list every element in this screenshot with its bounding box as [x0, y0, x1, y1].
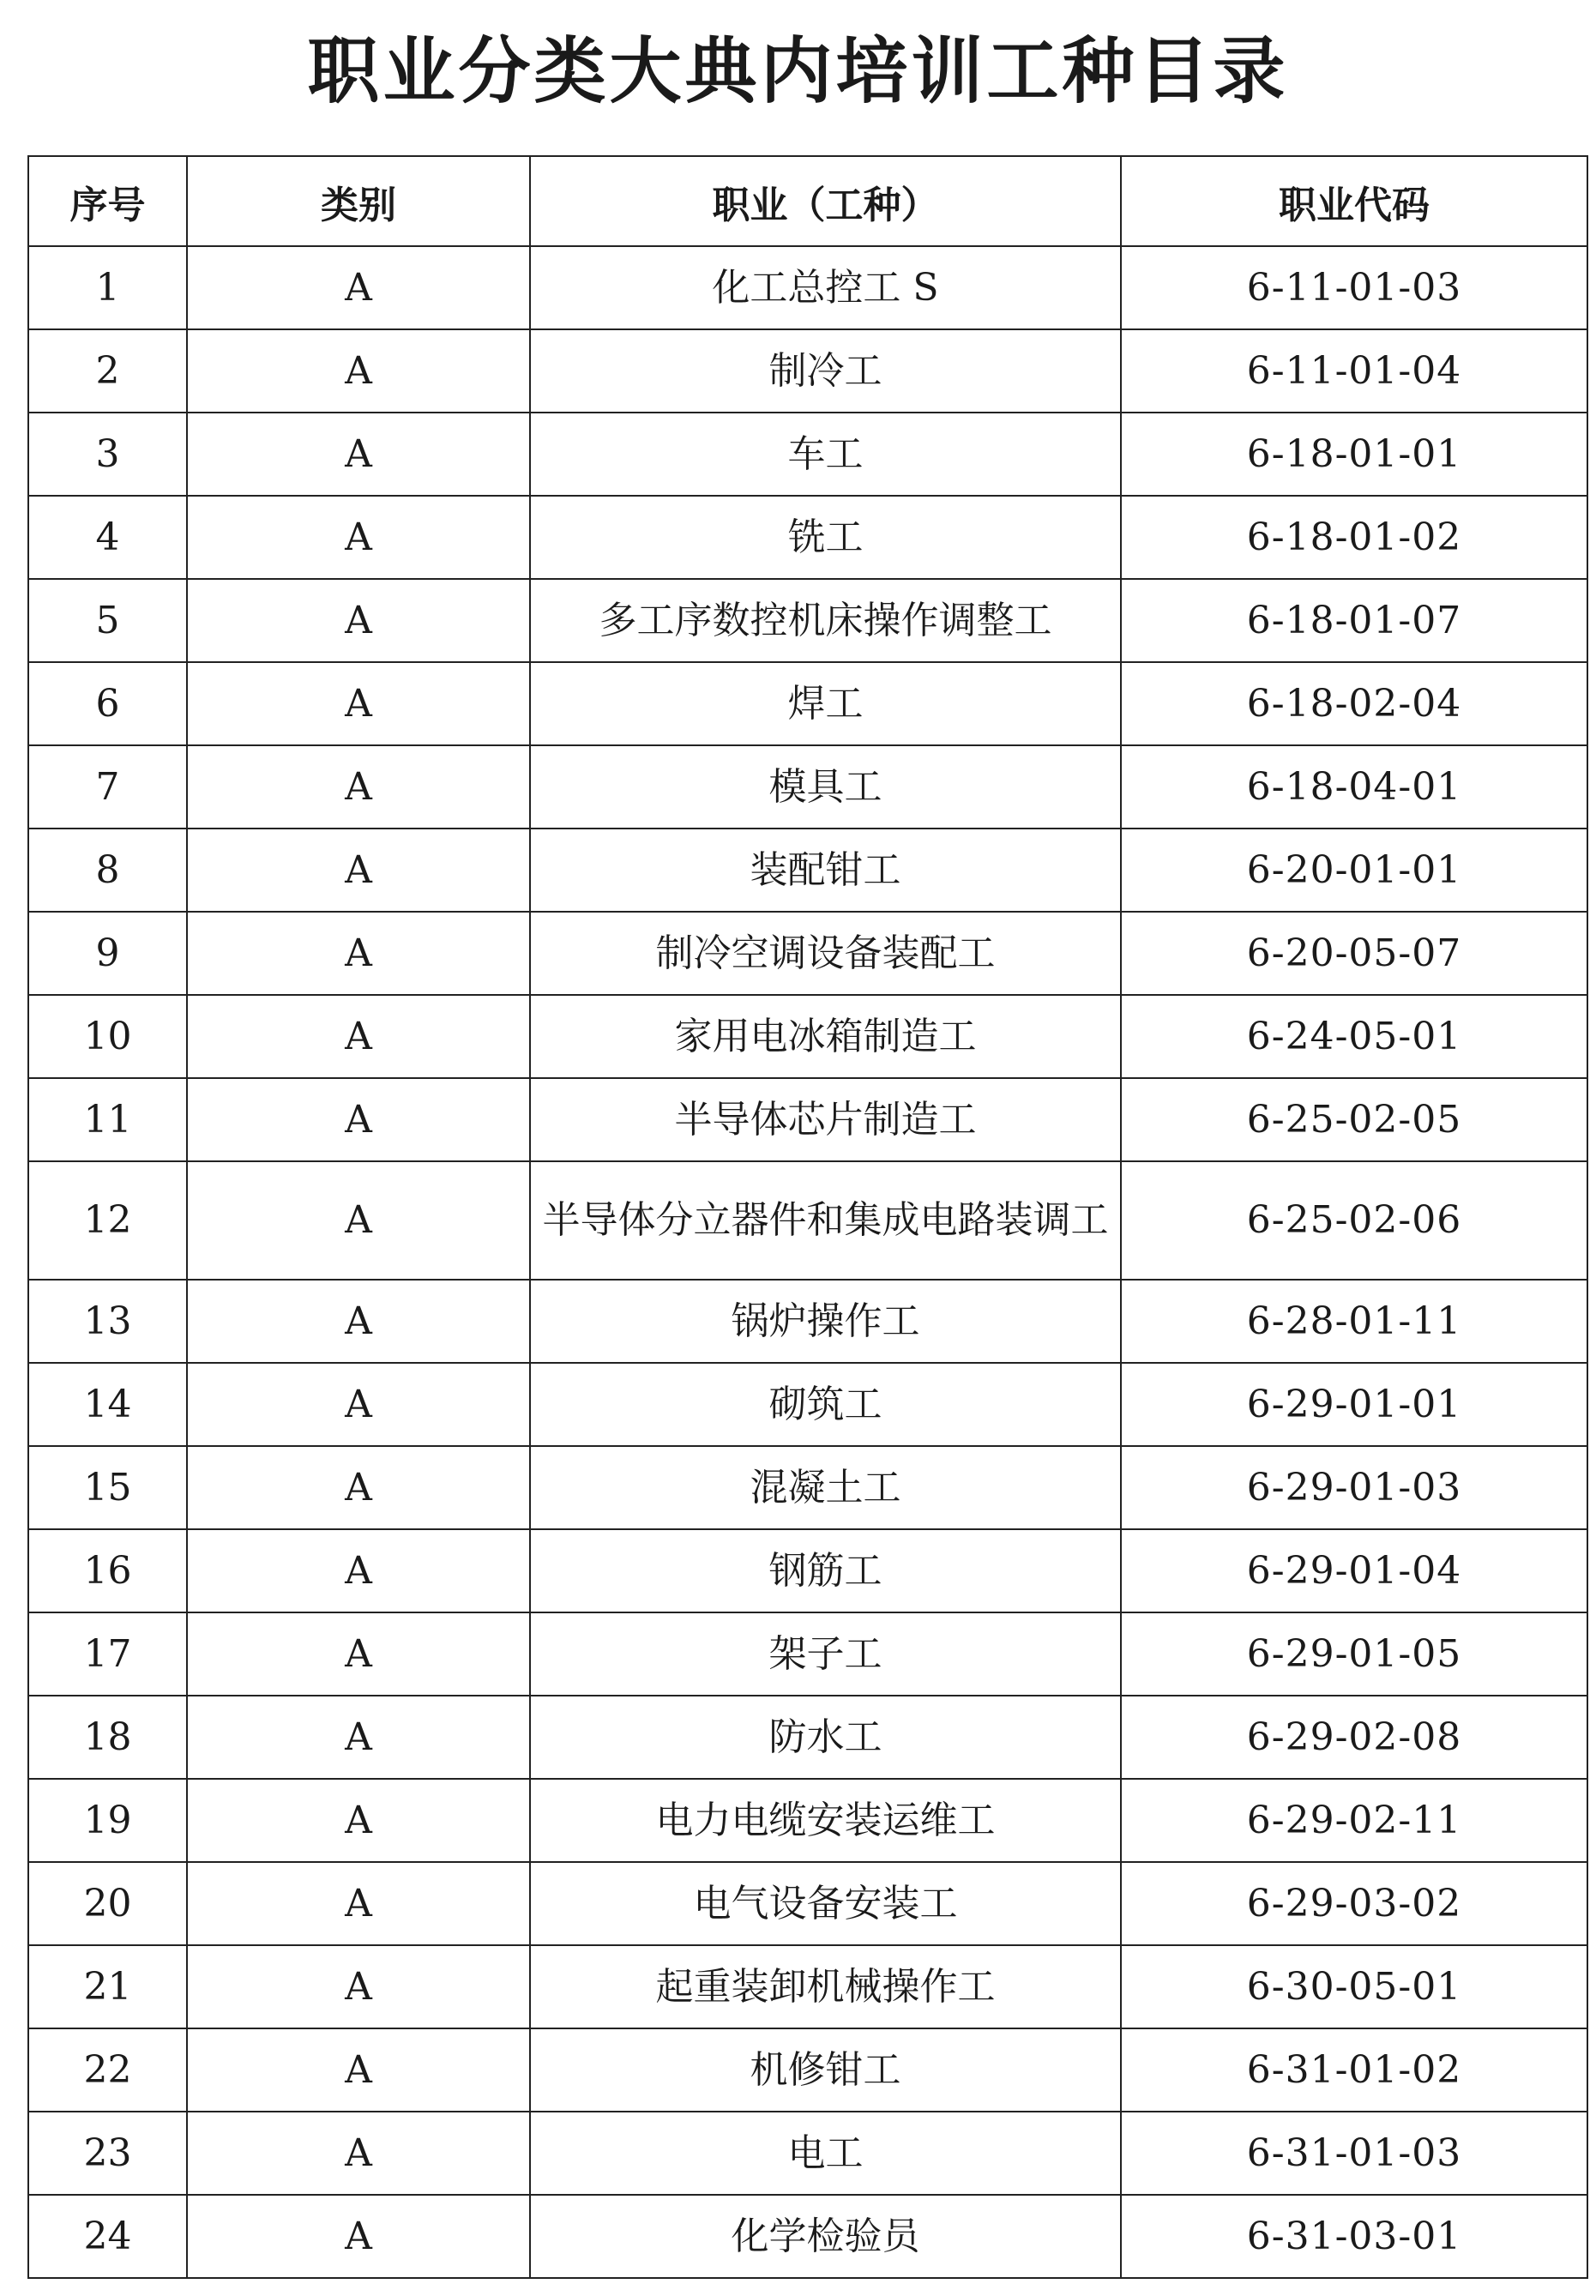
cell-occupation: 半导体芯片制造工	[530, 1078, 1121, 1161]
table-row	[28, 995, 1587, 1078]
table-row	[28, 912, 1587, 995]
cell-occupation-code: 6-11-01-04	[1121, 329, 1587, 413]
cell-occupation-code: 6-20-01-01	[1121, 829, 1587, 912]
cell-occupation: 钢筋工	[530, 1529, 1121, 1612]
table-row	[28, 413, 1587, 496]
cell-category: A	[187, 829, 530, 912]
cell-occupation-code: 6-29-02-11	[1121, 1779, 1587, 1862]
table-row	[28, 246, 1587, 329]
cell-category: A	[187, 745, 530, 829]
cell-occupation: 制冷空调设备装配工	[530, 912, 1121, 995]
table-row	[28, 1612, 1587, 1696]
cell-serial-number: 4	[28, 496, 187, 579]
table-row	[28, 2028, 1587, 2112]
cell-category: A	[187, 1862, 530, 1945]
cell-occupation-code: 6-31-03-01	[1121, 2195, 1587, 2278]
cell-serial-number: 12	[28, 1161, 187, 1280]
cell-serial-number: 5	[28, 579, 187, 662]
cell-occupation-code: 6-18-01-02	[1121, 496, 1587, 579]
cell-occupation: 化学检验员	[530, 2195, 1121, 2278]
cell-occupation: 砌筑工	[530, 1363, 1121, 1446]
occupation-catalog-table	[27, 155, 1588, 2279]
table-row	[28, 829, 1587, 912]
cell-category: A	[187, 1078, 530, 1161]
cell-occupation: 家用电冰箱制造工	[530, 995, 1121, 1078]
table-body	[28, 246, 1587, 2278]
table-row	[28, 1280, 1587, 1363]
table-row	[28, 1363, 1587, 1446]
cell-serial-number: 6	[28, 662, 187, 745]
cell-occupation: 起重装卸机械操作工	[530, 1945, 1121, 2028]
cell-category: A	[187, 1612, 530, 1696]
cell-category: A	[187, 329, 530, 413]
cell-occupation: 化工总控工 S	[530, 246, 1121, 329]
cell-occupation-code: 6-24-05-01	[1121, 995, 1587, 1078]
cell-occupation-code: 6-25-02-06	[1121, 1161, 1587, 1280]
table-row	[28, 1862, 1587, 1945]
table-row	[28, 1696, 1587, 1779]
cell-occupation-code: 6-29-01-01	[1121, 1363, 1587, 1446]
table-row	[28, 1779, 1587, 1862]
cell-occupation: 混凝土工	[530, 1446, 1121, 1529]
table-row	[28, 329, 1587, 413]
table-row	[28, 662, 1587, 745]
header-occupation: 职业（工种）	[530, 156, 1121, 246]
cell-category: A	[187, 496, 530, 579]
table-row	[28, 1529, 1587, 1612]
cell-serial-number: 20	[28, 1862, 187, 1945]
cell-category: A	[187, 413, 530, 496]
cell-serial-number: 10	[28, 995, 187, 1078]
cell-occupation: 模具工	[530, 745, 1121, 829]
cell-serial-number: 7	[28, 745, 187, 829]
cell-category: A	[187, 912, 530, 995]
cell-occupation-code: 6-31-01-02	[1121, 2028, 1587, 2112]
cell-serial-number: 16	[28, 1529, 187, 1612]
cell-category: A	[187, 2112, 530, 2195]
cell-serial-number: 11	[28, 1078, 187, 1161]
cell-occupation: 多工序数控机床操作调整工	[530, 579, 1121, 662]
cell-occupation-code: 6-18-01-01	[1121, 413, 1587, 496]
header-serial-number: 序号	[28, 156, 187, 246]
cell-serial-number: 8	[28, 829, 187, 912]
cell-serial-number: 19	[28, 1779, 187, 1862]
table-row	[28, 1078, 1587, 1161]
cell-category: A	[187, 1446, 530, 1529]
cell-occupation: 电力电缆安装运维工	[530, 1779, 1121, 1862]
cell-category: A	[187, 1363, 530, 1446]
cell-serial-number: 14	[28, 1363, 187, 1446]
cell-category: A	[187, 1529, 530, 1612]
table-row	[28, 2195, 1587, 2278]
cell-occupation: 车工	[530, 413, 1121, 496]
cell-serial-number: 3	[28, 413, 187, 496]
cell-category: A	[187, 662, 530, 745]
cell-occupation-code: 6-18-01-07	[1121, 579, 1587, 662]
cell-serial-number: 2	[28, 329, 187, 413]
cell-serial-number: 1	[28, 246, 187, 329]
cell-serial-number: 23	[28, 2112, 187, 2195]
cell-category: A	[187, 246, 530, 329]
cell-category: A	[187, 995, 530, 1078]
cell-occupation: 锅炉操作工	[530, 1280, 1121, 1363]
header-category: 类别	[187, 156, 530, 246]
cell-category: A	[187, 1696, 530, 1779]
cell-occupation: 架子工	[530, 1612, 1121, 1696]
cell-occupation-code: 6-25-02-05	[1121, 1078, 1587, 1161]
cell-serial-number: 13	[28, 1280, 187, 1363]
cell-serial-number: 18	[28, 1696, 187, 1779]
cell-occupation-code: 6-29-01-04	[1121, 1529, 1587, 1612]
cell-serial-number: 17	[28, 1612, 187, 1696]
cell-serial-number: 9	[28, 912, 187, 995]
cell-occupation: 半导体分立器件和集成电路装调工	[530, 1161, 1121, 1280]
page-title: 职业分类大典内培训工种目录	[307, 29, 1289, 113]
cell-category: A	[187, 1779, 530, 1862]
table-header-row	[28, 156, 1587, 246]
table-row	[28, 2112, 1587, 2195]
cell-occupation-code: 6-28-01-11	[1121, 1280, 1587, 1363]
cell-occupation-code: 6-18-04-01	[1121, 745, 1587, 829]
table-row	[28, 1161, 1587, 1280]
cell-category: A	[187, 2195, 530, 2278]
cell-occupation: 防水工	[530, 1696, 1121, 1779]
cell-occupation-code: 6-18-02-04	[1121, 662, 1587, 745]
cell-occupation: 制冷工	[530, 329, 1121, 413]
cell-serial-number: 24	[28, 2195, 187, 2278]
table-row	[28, 1446, 1587, 1529]
cell-occupation: 电工	[530, 2112, 1121, 2195]
cell-serial-number: 22	[28, 2028, 187, 2112]
cell-occupation: 焊工	[530, 662, 1121, 745]
cell-category: A	[187, 579, 530, 662]
cell-category: A	[187, 1161, 530, 1280]
cell-occupation-code: 6-20-05-07	[1121, 912, 1587, 995]
cell-occupation-code: 6-29-02-08	[1121, 1696, 1587, 1779]
cell-occupation-code: 6-11-01-03	[1121, 246, 1587, 329]
table-row	[28, 496, 1587, 579]
cell-occupation-code: 6-30-05-01	[1121, 1945, 1587, 2028]
cell-occupation-code: 6-29-03-02	[1121, 1862, 1587, 1945]
cell-occupation-code: 6-29-01-03	[1121, 1446, 1587, 1529]
cell-category: A	[187, 1945, 530, 2028]
cell-occupation-code: 6-31-01-03	[1121, 2112, 1587, 2195]
cell-occupation: 机修钳工	[530, 2028, 1121, 2112]
cell-occupation-code: 6-29-01-05	[1121, 1612, 1587, 1696]
table-row	[28, 745, 1587, 829]
cell-category: A	[187, 2028, 530, 2112]
cell-occupation: 电气设备安装工	[530, 1862, 1121, 1945]
table-row	[28, 579, 1587, 662]
cell-occupation: 铣工	[530, 496, 1121, 579]
cell-serial-number: 15	[28, 1446, 187, 1529]
cell-occupation: 装配钳工	[530, 829, 1121, 912]
table-row	[28, 1945, 1587, 2028]
cell-category: A	[187, 1280, 530, 1363]
header-occupation-code: 职业代码	[1121, 156, 1587, 246]
cell-serial-number: 21	[28, 1945, 187, 2028]
